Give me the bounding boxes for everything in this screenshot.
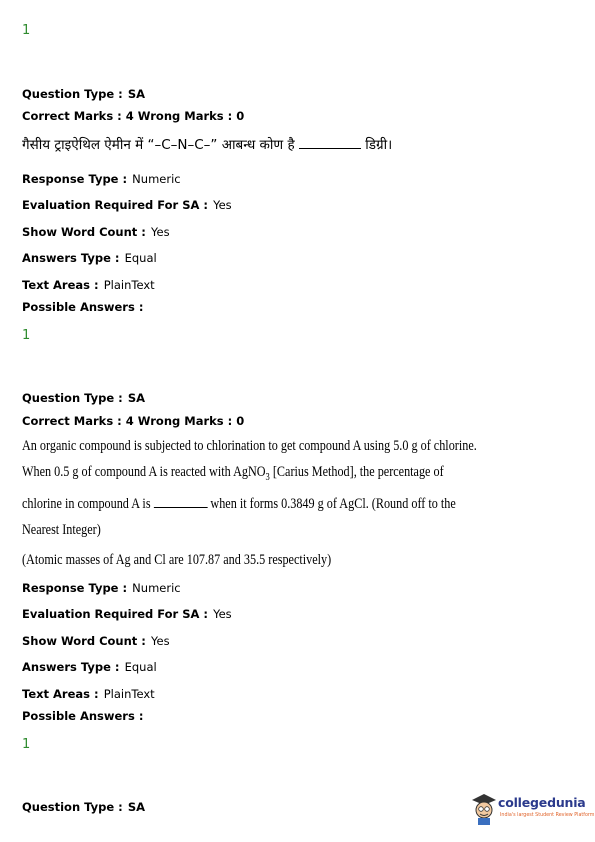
q1-type-label: Question Type :	[22, 87, 123, 101]
q2-marks: Correct Marks : 4 Wrong Marks : 0	[22, 414, 245, 428]
q2-answer-blank	[154, 507, 208, 508]
q1-marks: Correct Marks : 4 Wrong Marks : 0	[22, 109, 245, 123]
page-number: 1	[22, 23, 31, 38]
q2-line-2: When 0.5 g of compound A is reacted with AgNO$_3$ [Carius Method], the percentage of	[22, 464, 444, 483]
q2-type: Question Type : SA	[22, 391, 146, 405]
q1-answer-blank	[299, 148, 361, 149]
logo-name: collegedunia	[498, 795, 586, 810]
q2-line-4: Nearest Integer)	[22, 521, 101, 538]
q1-text-areas: Text Areas : PlainText	[22, 278, 155, 292]
q2-text-areas: Text Areas : PlainText	[22, 687, 155, 701]
q2-line-1: An organic compound is subjected to chlorination to get compound A using 5.0 g of chlorine.	[22, 438, 477, 454]
q1-question-after: डिग्री।	[365, 137, 393, 153]
q1-question-before: गैसीय ट्राइऐथिल ऐमीन में “–C–N–C–” आबन्ध कोण है	[22, 137, 295, 153]
q1-type	[22, 83, 145, 102]
q2-line-3: chlorine in compound A is when it forms 0.3849 g of AgCl. (Round off to the	[22, 495, 456, 512]
q2-question-text	[22, 433, 477, 573]
q2-show-word-count: Show Word Count : Yes	[22, 634, 170, 648]
q2-response-type: Response Type : Numeric	[22, 581, 181, 595]
q1-possible-answers-label: Possible Answers :	[22, 300, 144, 314]
q2-possible-answers-label: Possible Answers :	[22, 709, 144, 723]
q3-type: Question Type : SA	[22, 800, 146, 814]
collegedunia-logo	[470, 792, 595, 832]
q2-evaluation-required: Evaluation Required For SA : Yes	[22, 607, 232, 621]
q1-evaluation-required: Evaluation Required For SA : Yes	[22, 198, 232, 212]
q1-answers-type: Answers Type : Equal	[22, 251, 157, 265]
q2-answers-type: Answers Type : Equal	[22, 660, 157, 674]
q1-show-word-count: Show Word Count : Yes	[22, 225, 170, 239]
q2-possible-answer: 1	[22, 737, 31, 752]
q1-possible-answer: 1	[22, 328, 31, 343]
q1-response-type: Response Type : Numeric	[22, 172, 181, 186]
logo-tagline: India's largest Student Review Platform	[500, 813, 595, 818]
mascot-graduate-icon	[470, 792, 498, 826]
q2-line-5: (Atomic masses of Ag and Cl are 107.87 and 35.5 respectively)	[22, 551, 332, 568]
q1-type-value: SA	[127, 87, 146, 101]
q1-question-text	[22, 135, 392, 153]
